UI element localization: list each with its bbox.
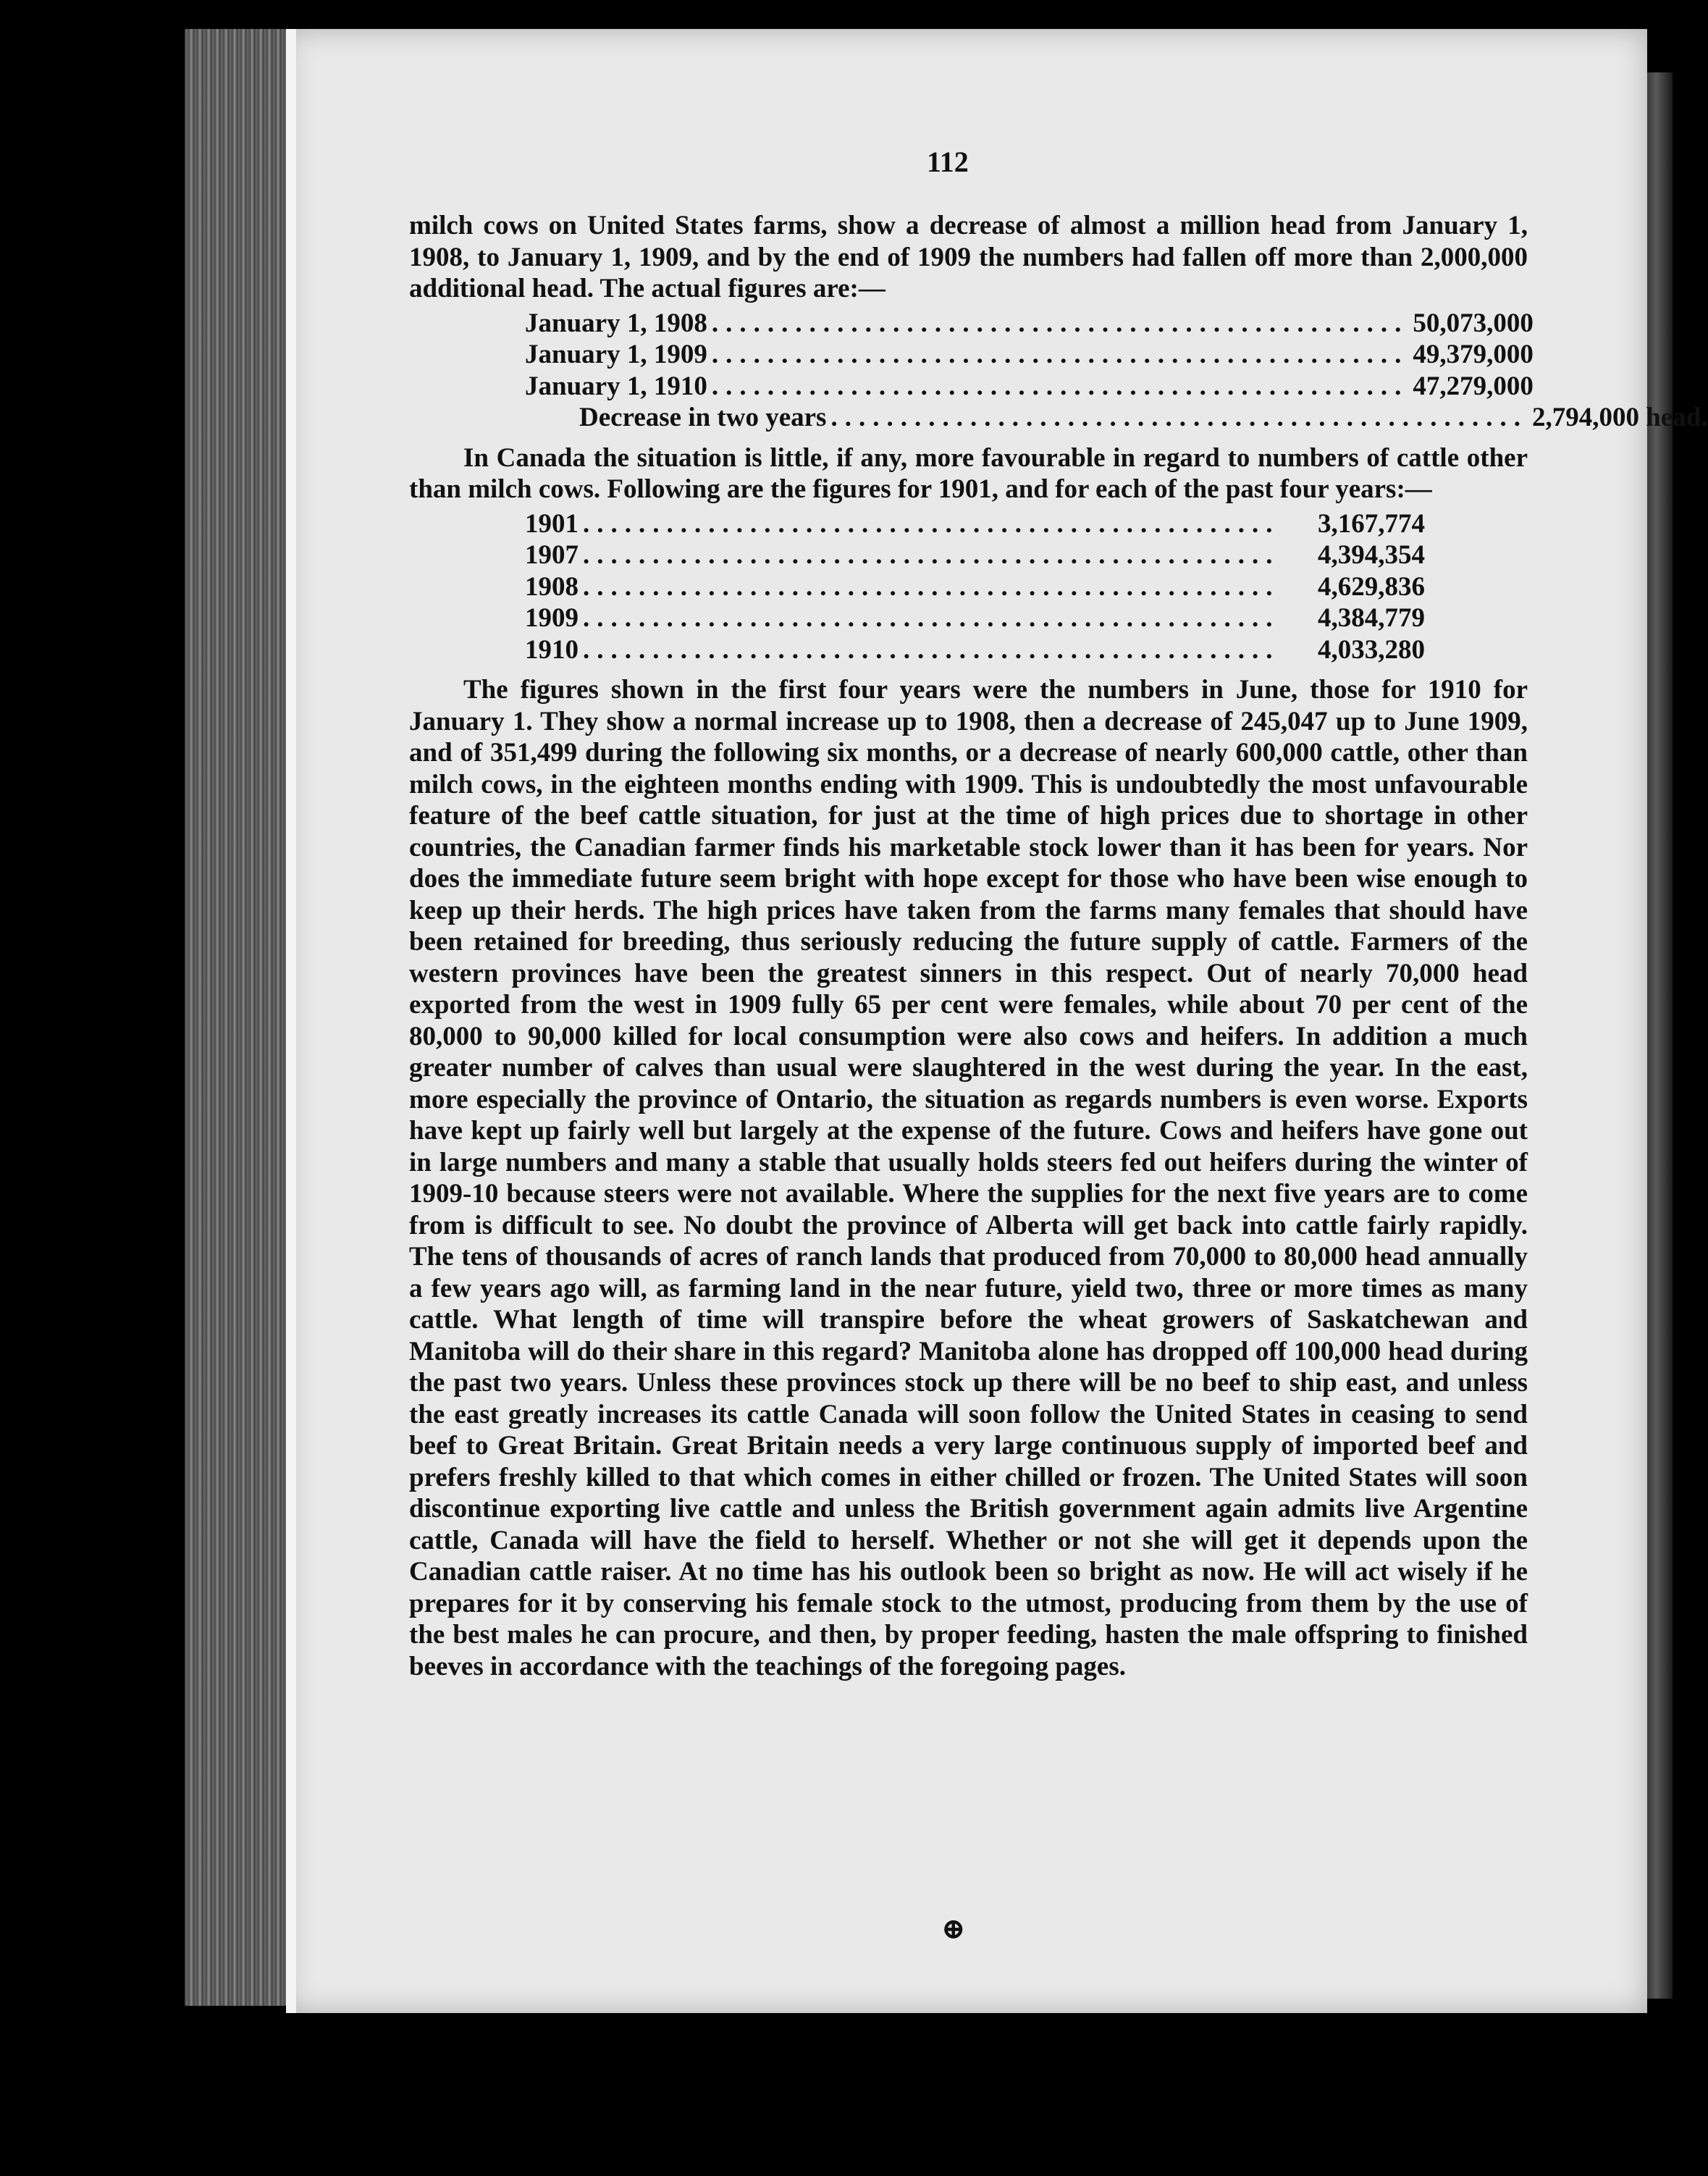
leader-dots: ..................................................: [583, 634, 1280, 665]
row-value: 4,033,280: [1318, 634, 1425, 665]
leader-dots: ..................................................: [830, 403, 1528, 432]
table-row: [525, 402, 1708, 434]
table-row: [525, 508, 1528, 540]
paragraph-3: The figures shown in the first four years were the numbers in June, those for 1910 for January 1. They show a normal increase up to 1908, then a decrease of 245,047 up to June 1909, and of 351,499 during the following six months, or a decrease of nearly 600,000 cattle, other than milch cows, in the eighteen months ending with 1909. This is undoubtedly the most unfavourable feature of the beef cattle situation, for just at the time of high prices due to shortage in other countries, the Canadian farmer finds his marketable stock lower than it has been for years. Nor does the immediate future seem bright with hope except for those who have been wise enough to keep up their herds. The high prices have taken from the farms many females that should have been retained for breeding, thus seriously reducing the future supply of cattle. Farmers of the western provinces have been the greatest sinners in this respect. Out of nearly 70,000 head exported from the west in 1909 fully 65 per cent were females, while about 70 per cent of the 80,000 to 90,000 killed for local consumption were also cows and heifers. In addition a much greater number of calves than usual were slaughtered in the west during the year. In the east, more especially the province of Ontario, the situation as regards numbers is even worse. Exports have kept up fairly well but largely at the expense of the future. Cows and heifers have gone out in large numbers and many a stable that usually holds steers fed out heifers during the winter of 1909-10 because steers were not available. Where the supplies for the next five years are to come from is difficult to see. No doubt the province of Alberta will get back into cattle fairly rapidly. The tens of thousands of acres of ranch lands that produced from 70,000 to 80,000 head annually a few years ago will, as farming land in the near future, yield two, three or more times as many cattle. What length of time will transpire before the wheat growers of Saskatchewan and Manitoba will do their share in this regard? Manitoba alone has dropped off 100,000 head during the past two years. Unless these provinces stock up there will be no beef to ship east, and unless the east greatly increases its cattle Canada will soon follow the United States in ceasing to send beef to Great Britain. Great Britain needs a very large continuous supply of imported beef and prefers freshly killed to that which comes in either chilled or frozen. The United States will soon discontinue exporting live cattle and unless the British government again admits live Argentine cattle, Canada will have the field to herself. Whether or not she will get it depends upon the Canadian cattle raiser. At no time has his outlook been so bright as now. He will act wisely if he prepares for it by conserving his female stock to the utmost, producing from them by the use of the best males he can procure, and then, by proper feeding, hasten the male offspring to finished beeves in accordance with the teachings of the foregoing pages.: [409, 675, 1528, 1681]
row-label: 1909: [525, 603, 579, 633]
table-row: [525, 308, 1534, 340]
row-value: 49,379,000: [1413, 340, 1534, 369]
row-value: 3,167,774: [1318, 508, 1425, 539]
row-value: 4,394,354: [1318, 540, 1425, 570]
leader-dots: ..................................................: [583, 508, 1280, 539]
table-row: [525, 634, 1528, 666]
table-row: [525, 371, 1534, 403]
row-label: 1901: [525, 508, 579, 539]
page-body: [409, 210, 1708, 1682]
leader-dots: ..................................................: [583, 540, 1280, 570]
row-label: January 1, 1908: [525, 308, 707, 338]
book-page-edges: [185, 29, 286, 2006]
leader-dots: ..................................................: [583, 571, 1280, 602]
table-row: [525, 539, 1528, 571]
row-value: 50,073,000: [1413, 308, 1534, 338]
paragraph-2: In Canada the situation is little, if any, more favourable in regard to numbers of cattle other than milch cows. Following are the figures for 1901, and for each of the past four years:—: [409, 442, 1528, 504]
row-label: 1910: [525, 634, 579, 665]
table-row: [525, 571, 1528, 603]
leader-dots: ..................................................: [711, 371, 1409, 401]
row-value: 47,279,000: [1413, 371, 1534, 401]
row-value: 4,629,836: [1318, 571, 1425, 602]
row-label: January 1, 1909: [525, 340, 707, 369]
row-label: January 1, 1910: [525, 371, 707, 401]
page-number: 112: [927, 146, 969, 178]
row-label: 1908: [525, 571, 579, 602]
table-row: [525, 339, 1534, 371]
paragraph-1: milch cows on United States farms, show a decrease of almost a million head from January 1, 1908, to January 1, 1909, and by the end of 1909 the numbers had fallen off more than 2,000,000 additional head. The actual figures are:—: [409, 211, 1528, 303]
leader-dots: ..................................................: [711, 340, 1409, 369]
row-label: 1907: [525, 540, 579, 570]
row-label: Decrease in two years: [579, 403, 827, 432]
end-ornament: ⊕: [941, 1912, 966, 1945]
row-value: 2,794,000 head.: [1531, 403, 1708, 432]
leader-dots: ..................................................: [583, 603, 1280, 633]
us-cattle-table: [525, 308, 1708, 434]
row-value: 4,384,779: [1318, 603, 1425, 633]
table-row: [525, 602, 1528, 634]
canada-cattle-table: [525, 508, 1528, 666]
leader-dots: ..................................................: [711, 308, 1409, 338]
